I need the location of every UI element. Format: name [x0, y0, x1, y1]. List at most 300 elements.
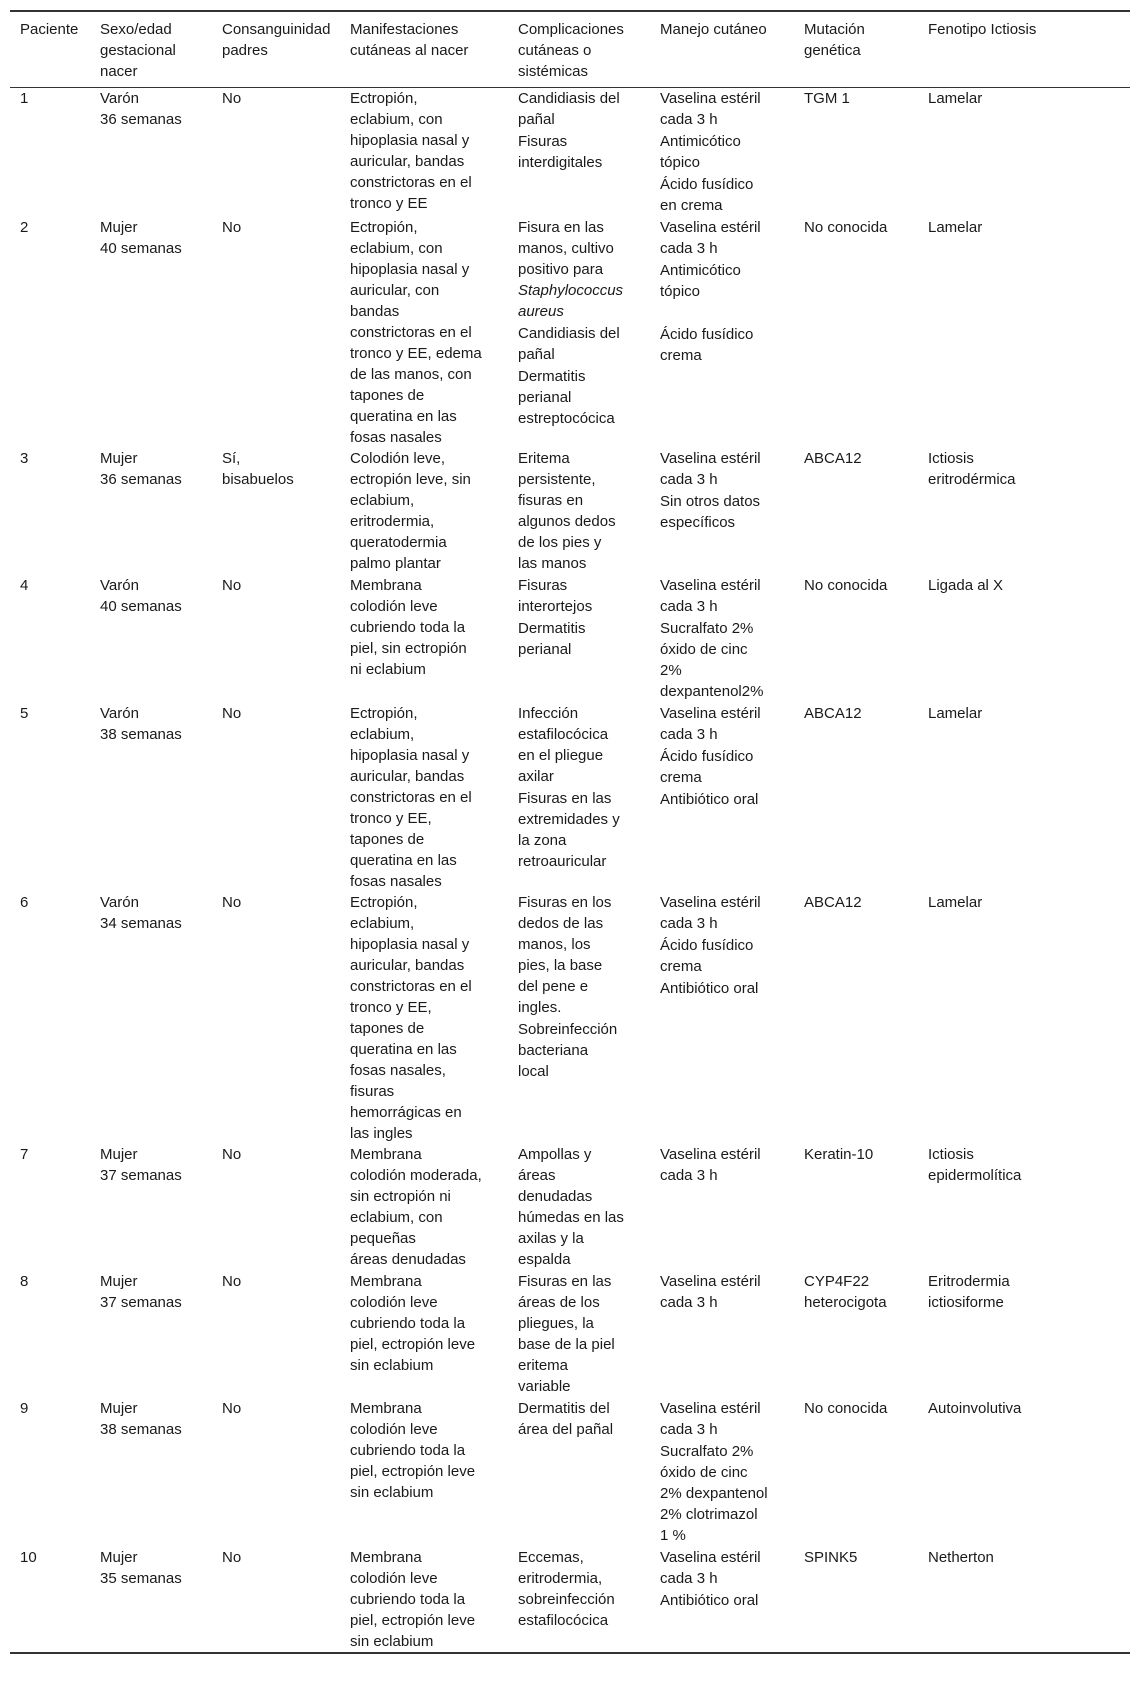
cell-line: retroauricular: [518, 853, 607, 870]
cell-line: Ectropión,: [350, 90, 418, 107]
cell-consanguinidad: [212, 217, 340, 448]
cell-line: auricular, bandas: [350, 768, 465, 785]
table-row: [10, 892, 1130, 1144]
cell-line: Fisuras: [518, 577, 568, 594]
cell-line: áreas denudadas: [350, 1251, 466, 1268]
header-line: Complicaciones: [518, 21, 624, 38]
cell-line: [660, 302, 788, 323]
cell-line: Lamelar: [928, 219, 983, 236]
cell-line: dedos de las: [518, 915, 604, 932]
cell-line: Varón: [100, 90, 139, 107]
cell-mutacion: [794, 1398, 918, 1547]
cell-line: Mujer: [100, 219, 138, 236]
cell-line: sin eclabium: [350, 1484, 434, 1501]
cell-line: persistente,: [518, 471, 596, 488]
table-row: [10, 1144, 1130, 1271]
cell-mutacion: [794, 1547, 918, 1653]
cell-line: eritema: [518, 1357, 569, 1374]
cell-line: específicos: [660, 514, 736, 531]
cell-line: fosas nasales: [350, 873, 442, 890]
cell-line: No conocida: [804, 1400, 888, 1417]
cell-line: colodión leve: [350, 598, 438, 615]
cell-line: 2%: [660, 662, 682, 679]
cell-line: de los pies y: [518, 534, 602, 551]
cell-line: Varón: [100, 705, 139, 722]
cell-paciente: [10, 1398, 90, 1547]
cell-complicaciones: [508, 892, 650, 1144]
cell-line: manos, los: [518, 936, 591, 953]
cell-paragraph: [660, 174, 788, 216]
patient-number: 1: [20, 90, 29, 107]
cell-manifestaciones: [340, 448, 508, 575]
cell-manejo: [650, 892, 794, 1144]
cell-line: Vaselina estéril: [660, 1146, 761, 1163]
cell-line: auricular, con: [350, 282, 440, 299]
cell-line: cada 3 h: [660, 111, 718, 128]
header-complicaciones: [508, 11, 650, 88]
header-line: Fenotipo Ictiosis: [928, 21, 1037, 38]
cell-line: pañal: [518, 346, 555, 363]
cell-line: sin eclabium: [350, 1357, 434, 1374]
cell-line: Mujer: [100, 1273, 138, 1290]
cell-line: Ácido fusídico: [660, 326, 754, 343]
cell-line: Eccemas,: [518, 1549, 584, 1566]
cell-sexo-edad: [90, 1398, 212, 1547]
cell-line: 40 semanas: [100, 240, 182, 257]
cell-mutacion: [794, 448, 918, 575]
cell-line: Ácido fusídico: [660, 937, 754, 954]
cell-line: 38 semanas: [100, 726, 182, 743]
cell-paragraph: [518, 323, 644, 365]
header-line: Manejo cutáneo: [660, 21, 767, 38]
cell-manifestaciones: [340, 703, 508, 892]
table-row: [10, 1271, 1130, 1398]
cell-line: No: [222, 705, 242, 722]
cell-line: No: [222, 219, 242, 236]
cell-line: Membrana: [350, 577, 422, 594]
header-line: Consanguinidad: [222, 21, 331, 38]
cell-line: cubriendo toda la: [350, 619, 466, 636]
cell-line: tronco y EE,: [350, 810, 432, 827]
cell-paragraph: [660, 575, 788, 617]
cell-manejo: [650, 448, 794, 575]
cell-line: 34 semanas: [100, 915, 182, 932]
cell-line: la zona: [518, 832, 567, 849]
cell-line: piel, sin ectropión: [350, 640, 467, 657]
cell-line: bandas: [350, 303, 400, 320]
cell-line: pañal: [518, 111, 555, 128]
cell-consanguinidad: [212, 892, 340, 1144]
cell-manejo: [650, 1398, 794, 1547]
cell-paciente: [10, 88, 90, 218]
table-row: [10, 1398, 1130, 1547]
cell-paragraph: [518, 217, 644, 322]
cell-line: cubriendo toda la: [350, 1591, 466, 1608]
patient-number: 4: [20, 577, 29, 594]
cell-line: Sucralfato 2%: [660, 1443, 754, 1460]
cell-line: queratina en las: [350, 1041, 457, 1058]
cell-sexo-edad: [90, 448, 212, 575]
cell-line: No: [222, 1273, 242, 1290]
cell-line: auricular, bandas: [350, 957, 465, 974]
cell-paragraph: [518, 575, 644, 617]
cell-line: estafilocócica: [518, 1612, 609, 1629]
cell-paragraph: [660, 324, 788, 366]
cell-line: Fisuras en las: [518, 1273, 612, 1290]
cell-paragraph: [660, 1144, 788, 1186]
table-row: [10, 448, 1130, 575]
cell-line: Antibiótico oral: [660, 1592, 759, 1609]
cell-sexo-edad: [90, 217, 212, 448]
header-sexo-edad: [90, 11, 212, 88]
cell-line: 37 semanas: [100, 1167, 182, 1184]
cell-line: cada 3 h: [660, 726, 718, 743]
cell-line: ictiosiforme: [928, 1294, 1004, 1311]
cell-paciente: [10, 1547, 90, 1653]
cell-paragraph: [660, 618, 788, 702]
cell-manifestaciones: [340, 892, 508, 1144]
header-fenotipo: [918, 11, 1130, 88]
cell-line: 38 semanas: [100, 1421, 182, 1438]
cell-paciente: [10, 703, 90, 892]
cell-line: Eritema: [518, 450, 570, 467]
cell-manifestaciones: [340, 1271, 508, 1398]
cell-line: Mujer: [100, 1549, 138, 1566]
cell-paragraph: [660, 746, 788, 788]
cell-line: Membrana: [350, 1273, 422, 1290]
cell-line: Mujer: [100, 1146, 138, 1163]
cell-paragraph: [660, 935, 788, 977]
cell-line: 37 semanas: [100, 1294, 182, 1311]
cell-line: crema: [660, 347, 702, 364]
cell-line: No: [222, 894, 242, 911]
cell-manifestaciones: [340, 88, 508, 218]
cell-line: Fisuras en los: [518, 894, 612, 911]
cell-paragraph: [660, 1590, 788, 1611]
cell-line: pequeñas: [350, 1230, 416, 1247]
cell-line: tópico: [660, 154, 701, 171]
cell-line: Lamelar: [928, 90, 983, 107]
cell-line: Vaselina estéril: [660, 1273, 761, 1290]
cell-complicaciones: [508, 448, 650, 575]
cell-paciente: [10, 575, 90, 703]
cell-line: Lamelar: [928, 894, 983, 911]
cell-manifestaciones: [340, 1547, 508, 1653]
table-row: [10, 88, 1130, 218]
cell-paragraph: [518, 448, 644, 574]
cell-line: tronco y EE,: [350, 999, 432, 1016]
cell-line: eritrodermia,: [350, 513, 435, 530]
cell-paragraph: [518, 618, 644, 660]
cell-line: colodión leve: [350, 1421, 438, 1438]
cell-line: Membrana: [350, 1549, 422, 1566]
cell-line: No: [222, 1146, 242, 1163]
cell-complicaciones: [508, 1547, 650, 1653]
cell-line: Varón: [100, 894, 139, 911]
cell-paragraph: [660, 789, 788, 810]
cell-line: Dermatitis del: [518, 1400, 610, 1417]
header-line: gestacional: [100, 42, 176, 59]
cell-line: ni eclabium: [350, 661, 426, 678]
cell-line: Ectropión,: [350, 705, 418, 722]
cell-line: Varón: [100, 577, 139, 594]
cell-paragraph: [518, 1398, 644, 1440]
header-line: sistémicas: [518, 63, 589, 80]
cell-line: hemorrágicas en: [350, 1104, 462, 1121]
cell-line: Mujer: [100, 450, 138, 467]
cell-line: Antibiótico oral: [660, 791, 759, 808]
patient-number: 10: [20, 1549, 37, 1566]
header-line: Paciente: [20, 21, 79, 38]
cell-paragraph: [660, 217, 788, 259]
cell-fenotipo: [918, 1144, 1130, 1271]
cell-line: palmo plantar: [350, 555, 441, 572]
cell-line: tapones de: [350, 1020, 425, 1037]
cell-fenotipo: [918, 1398, 1130, 1547]
cell-line: No: [222, 90, 242, 107]
cell-manifestaciones: [340, 217, 508, 448]
cell-paragraph: [518, 892, 644, 1018]
cell-line: piel, ectropión leve: [350, 1612, 476, 1629]
cell-line: No: [222, 577, 242, 594]
cell-line: del pene e: [518, 978, 589, 995]
cell-line: cada 3 h: [660, 915, 718, 932]
header-line: padres: [222, 42, 268, 59]
patient-number: 3: [20, 450, 29, 467]
cell-line: tópico: [660, 283, 701, 300]
cell-consanguinidad: [212, 1271, 340, 1398]
cell-line: fisuras: [350, 1083, 395, 1100]
cell-sexo-edad: [90, 1144, 212, 1271]
cell-mutacion: [794, 892, 918, 1144]
cell-sexo-edad: [90, 575, 212, 703]
cell-line: cubriendo toda la: [350, 1442, 466, 1459]
cell-mutacion: [794, 217, 918, 448]
cell-paragraph: [660, 260, 788, 323]
cell-line: fosas nasales,: [350, 1062, 446, 1079]
cell-line: constrictoras en el: [350, 789, 472, 806]
cell-line: sin ectropión ni: [350, 1188, 451, 1205]
cell-line: óxido de cinc: [660, 641, 748, 658]
cell-manejo: [650, 88, 794, 218]
cell-line: hipoplasia nasal y: [350, 132, 470, 149]
cell-line: cada 3 h: [660, 471, 718, 488]
cell-consanguinidad: [212, 88, 340, 218]
header-manifestaciones: [340, 11, 508, 88]
cell-complicaciones: [508, 575, 650, 703]
cell-paragraph: [518, 1019, 644, 1082]
patient-number: 5: [20, 705, 29, 722]
cell-mutacion: [794, 88, 918, 218]
cell-line: axilar: [518, 768, 554, 785]
cell-line: local: [518, 1063, 549, 1080]
cell-line: colodión moderada,: [350, 1167, 482, 1184]
cell-line: positivo para: [518, 261, 604, 278]
cell-line: Sobreinfección: [518, 1021, 618, 1038]
cell-line: cada 3 h: [660, 1294, 718, 1311]
cell-line: Fisuras en las: [518, 790, 612, 807]
cell-mutacion: [794, 1144, 918, 1271]
cell-line: constrictoras en el: [350, 978, 472, 995]
cell-line: eclabium, con: [350, 1209, 443, 1226]
cell-line: Ictiosis: [928, 1146, 974, 1163]
cell-paciente: [10, 1271, 90, 1398]
cell-line: Dermatitis: [518, 368, 586, 385]
patient-number: 9: [20, 1400, 29, 1417]
cell-paragraph: [660, 703, 788, 745]
cell-line: Ácido fusídico: [660, 748, 754, 765]
cell-mutacion: [794, 1271, 918, 1398]
cell-line: Vaselina estéril: [660, 705, 761, 722]
table-row: [10, 575, 1130, 703]
cell-line: Ácido fusídico: [660, 176, 754, 193]
cell-line: cada 3 h: [660, 598, 718, 615]
cell-line: No conocida: [804, 577, 888, 594]
table-row: [10, 217, 1130, 448]
cell-line: ABCA12: [804, 894, 862, 911]
cell-mutacion: [794, 703, 918, 892]
cell-fenotipo: [918, 703, 1130, 892]
cell-line: Vaselina estéril: [660, 90, 761, 107]
cell-line: pliegues, la: [518, 1315, 594, 1332]
cell-line: TGM 1: [804, 90, 850, 107]
header-line: cutáneas al nacer: [350, 42, 469, 59]
cell-line: 2% dexpantenol: [660, 1485, 768, 1502]
cell-line: Ectropión,: [350, 894, 418, 911]
cell-line: las ingles: [350, 1125, 413, 1142]
cell-line: húmedas en las: [518, 1209, 624, 1226]
cell-paragraph: [660, 1547, 788, 1589]
cell-line: Sucralfato 2%: [660, 620, 754, 637]
cell-line: Membrana: [350, 1146, 422, 1163]
cell-line: Staphylococcus: [518, 282, 624, 299]
header-line: Manifestaciones: [350, 21, 459, 38]
cell-fenotipo: [918, 1271, 1130, 1398]
cell-line: queratina en las: [350, 852, 457, 869]
cell-line: Eritrodermia: [928, 1273, 1010, 1290]
patient-number: 6: [20, 894, 29, 911]
cell-line: ABCA12: [804, 450, 862, 467]
cell-line: Sin otros datos: [660, 493, 761, 510]
cell-line: ingles.: [518, 999, 562, 1016]
cell-line: Vaselina estéril: [660, 1400, 761, 1417]
cell-line: Vaselina estéril: [660, 894, 761, 911]
cell-paciente: [10, 448, 90, 575]
cell-line: eritrodérmica: [928, 471, 1016, 488]
cell-line: hipoplasia nasal y: [350, 261, 470, 278]
cell-consanguinidad: [212, 1144, 340, 1271]
cell-consanguinidad: [212, 703, 340, 892]
cell-line: Vaselina estéril: [660, 1549, 761, 1566]
cell-line: Autoinvolutiva: [928, 1400, 1022, 1417]
cell-manifestaciones: [340, 575, 508, 703]
cell-line: en crema: [660, 197, 723, 214]
cell-line: hipoplasia nasal y: [350, 936, 470, 953]
header-line: Mutación: [804, 21, 865, 38]
cell-line: constrictoras en el: [350, 174, 472, 191]
cell-manejo: [650, 1271, 794, 1398]
cell-line: 36 semanas: [100, 111, 182, 128]
cell-line: sin eclabium: [350, 1633, 434, 1650]
cell-line: No: [222, 1400, 242, 1417]
cell-line: pies, la base: [518, 957, 603, 974]
cell-line: crema: [660, 769, 702, 786]
cell-line: Membrana: [350, 1400, 422, 1417]
cell-paciente: [10, 217, 90, 448]
cell-line: perianal: [518, 641, 572, 658]
patients-table: [10, 10, 1130, 1654]
cell-line: Sí,: [222, 450, 241, 467]
cell-line: base de la piel: [518, 1336, 615, 1353]
cell-complicaciones: [508, 1398, 650, 1547]
cell-line: interdigitales: [518, 154, 603, 171]
cell-line: 40 semanas: [100, 598, 182, 615]
table-container: [10, 10, 1130, 1654]
cell-line: área del pañal: [518, 1421, 614, 1438]
cell-manejo: [650, 1144, 794, 1271]
cell-paragraph: [660, 131, 788, 173]
cell-line: cubriendo toda la: [350, 1315, 466, 1332]
cell-line: Mujer: [100, 1400, 138, 1417]
cell-line: las manos: [518, 555, 587, 572]
cell-sexo-edad: [90, 892, 212, 1144]
cell-consanguinidad: [212, 448, 340, 575]
table-row: [10, 703, 1130, 892]
cell-paragraph: [518, 703, 644, 787]
cell-line: queratina en las: [350, 408, 457, 425]
cell-line: denudadas: [518, 1188, 593, 1205]
cell-line: eclabium,: [350, 726, 415, 743]
cell-fenotipo: [918, 217, 1130, 448]
header-consanguinidad: [212, 11, 340, 88]
cell-line: Vaselina estéril: [660, 450, 761, 467]
cell-line: Vaselina estéril: [660, 219, 761, 236]
cell-line: Keratin-10: [804, 1146, 874, 1163]
header-row: [10, 11, 1130, 88]
cell-sexo-edad: [90, 703, 212, 892]
cell-complicaciones: [508, 703, 650, 892]
header-manejo: [650, 11, 794, 88]
cell-complicaciones: [508, 1144, 650, 1271]
cell-line: variable: [518, 1378, 571, 1395]
cell-line: piel, ectropión leve: [350, 1336, 476, 1353]
cell-line: Infección: [518, 705, 579, 722]
cell-line: Antibiótico oral: [660, 980, 759, 997]
cell-line: tapones de: [350, 387, 425, 404]
cell-line: estafilocócica: [518, 726, 609, 743]
cell-line: piel, ectropión leve: [350, 1463, 476, 1480]
cell-line: cada 3 h: [660, 240, 718, 257]
cell-line: Antimicótico: [660, 133, 741, 150]
cell-line: cada 3 h: [660, 1167, 718, 1184]
cell-line: Colodión leve,: [350, 450, 446, 467]
cell-line: auricular, bandas: [350, 153, 465, 170]
cell-line: 2% clotrimazol: [660, 1506, 758, 1523]
cell-paciente: [10, 892, 90, 1144]
patient-number: 2: [20, 219, 29, 236]
patient-number: 7: [20, 1146, 29, 1163]
cell-paragraph: [518, 1547, 644, 1631]
cell-sexo-edad: [90, 1547, 212, 1653]
cell-line: Candidiasis del: [518, 325, 620, 342]
table-body: [10, 88, 1130, 1654]
cell-line: epidermolítica: [928, 1167, 1022, 1184]
cell-line: 36 semanas: [100, 471, 182, 488]
patient-number: 8: [20, 1273, 29, 1290]
cell-line: constrictoras en el: [350, 324, 472, 341]
cell-consanguinidad: [212, 1398, 340, 1547]
cell-paragraph: [518, 131, 644, 173]
